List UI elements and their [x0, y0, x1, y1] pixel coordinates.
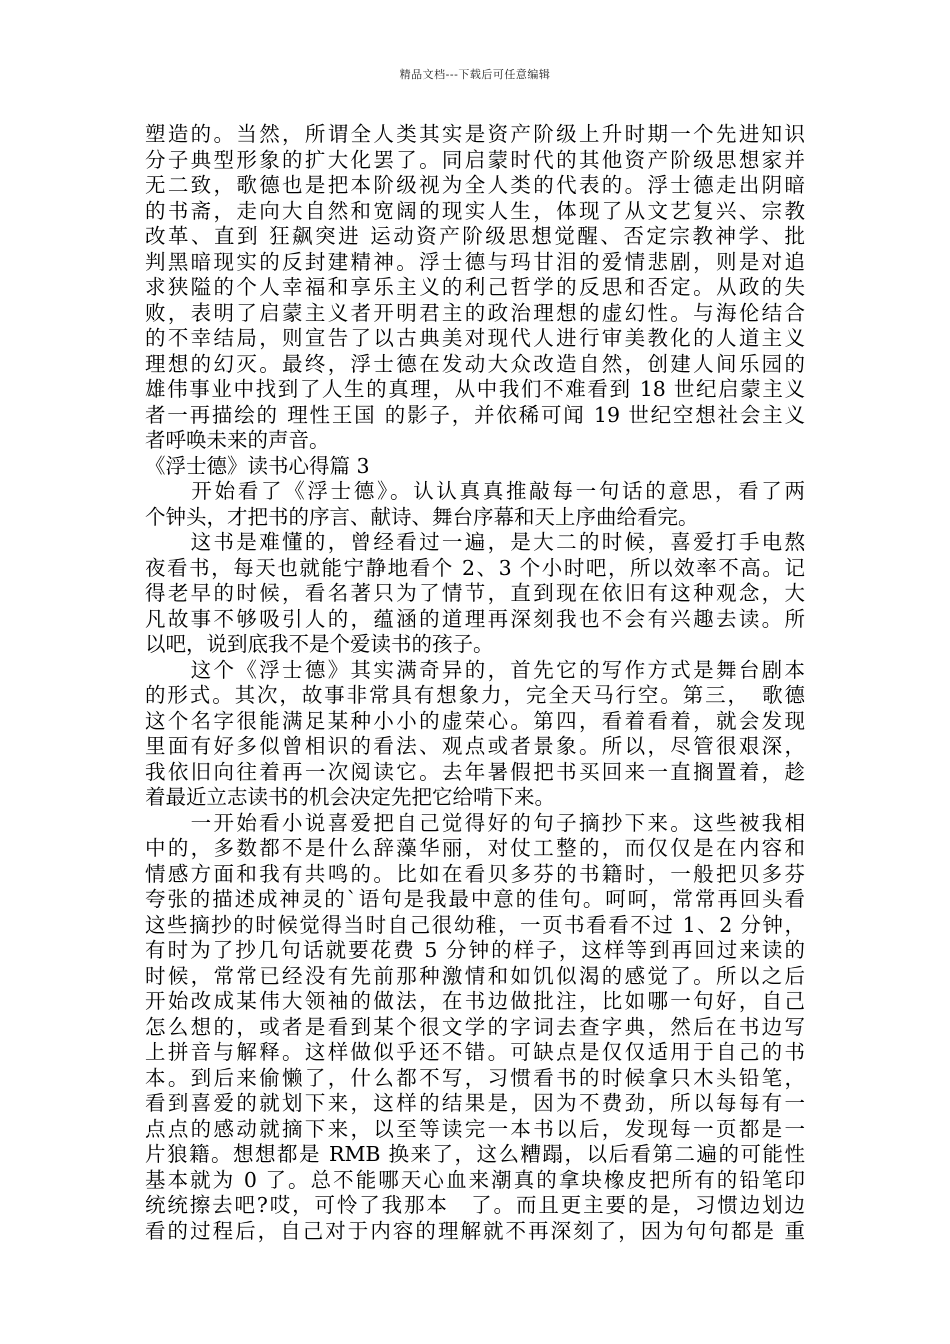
text-line: 判黑暗现实的反封建精神。浮士德与玛甘泪的爱情悲剧，则是对追	[145, 249, 805, 274]
text-line: 这些摘抄的时候觉得当时自己很幼稚，一页书看看不过 1、2 分钟，	[145, 912, 805, 937]
text-line: 雄伟事业中找到了人生的真理，从中我们不难看到 18 世纪启蒙主义	[145, 377, 805, 401]
text-line: 败，表明了启蒙主义者开明君主的政治理想的虚幻性。与海伦结合	[145, 300, 805, 325]
text-line: 夸张的描述成神灵的`语句是我最中意的佳句。呵呵，常常再回头看	[145, 887, 805, 911]
text-line: 我依旧向往着再一次阅读它。去年暑假把书买回来一直搁置着，趁	[145, 759, 805, 784]
text-line: 无二致，歌德也是把本阶级视为全人类的代表的。浮士德走出阴暗	[145, 173, 805, 197]
text-line: 改革、直到 狂飙突进 运动资产阶级思想觉醒、否定宗教神学、批	[145, 224, 805, 248]
text-line: 者一再描绘的 理性王国 的影子，并依稀可闻 19 世纪空想社会主义	[145, 402, 805, 427]
text-line: 点点的感动就摘下来，以至等读完一本书以后，发现每一页都是一	[145, 1116, 805, 1141]
text-line: 统统擦去吧?哎，可怜了我那本 了。而且更主要的是，习惯边划边	[145, 1193, 805, 1217]
text-line: 基本就为 0 了。总不能哪天心血来潮真的拿块橡皮把所有的铅笔印	[145, 1167, 805, 1192]
text-line: 怎么想的，或者是看到某个很文学的字词去查字典，然后在书边写	[145, 1014, 805, 1039]
text-line: 开始改成某伟大领袖的做法，在书边做批注，比如哪一句好，自己	[145, 989, 805, 1013]
text-line: 着最近立志读书的机会决定先把它给啃下来。	[145, 785, 555, 809]
text-line: 求狭隘的个人幸福和享乐主义的利己哲学的反思和否定。从政的失	[145, 275, 805, 299]
text-line: 本。到后来偷懒了，什么都不写，习惯看书的时候拿只木头铅笔，	[145, 1065, 805, 1090]
text-line: 的形式。其次，故事非常具有想象力，完全天马行空。第三， 歌德	[145, 683, 805, 707]
text-line: 者呼唤未来的声音。	[145, 428, 330, 452]
text-line: 有时为了抄几句话就要花费 5 分钟的样子，这样等到再回过来读的	[145, 938, 805, 962]
page-header: 精品文档---下载后可任意编辑	[399, 68, 551, 81]
text-line: 看到喜爱的就划下来，这样的结果是，因为不费劲，所以每每有一	[145, 1091, 805, 1115]
text-line: 个钟头，才把书的序言、献诗、舞台序幕和天上序曲给看完。	[145, 504, 699, 529]
text-line: 夜看书，每天也就能宁静地看个 2、3 个小时吧，所以效率不高。记	[145, 555, 805, 580]
section-heading: 《浮士德》读书心得篇 3	[145, 453, 370, 478]
text-line: 时候，常常已经没有先前那种激情和如饥似渴的感觉了。所以之后	[145, 963, 805, 988]
text-line: 开始看了《浮士德》。认认真真推敲每一句话的意思，看了两	[145, 479, 805, 503]
text-line: 的书斋，走向大自然和宽阔的现实人生，体现了从文艺复兴、宗教	[145, 198, 805, 223]
text-line: 里面有好多似曾相识的看法、观点或者景象。所以，尽管很艰深，	[145, 734, 805, 758]
text-line: 的不幸结局，则宣告了以古典美对现代人进行审美教化的人道主义	[145, 326, 805, 350]
text-line: 以吧，说到底我不是个爱读书的孩子。	[145, 632, 494, 656]
text-line: 塑造的。当然，所谓全人类其实是资产阶级上升时期一个先进知识	[145, 122, 805, 146]
text-line: 这个名字很能满足某种小小的虚荣心。第四，看着看着，就会发现	[145, 708, 805, 733]
text-line: 这书是难懂的，曾经看过一遍，是大二的时候，喜爱打手电熬	[145, 530, 805, 554]
text-line: 情感方面和我有共鸣的。比如在看贝多芬的书籍时，一般把贝多芬	[145, 861, 805, 886]
text-line: 中的，多数都不是什么辞藻华丽，对仗工整的，而仅仅是在内容和	[145, 836, 805, 860]
text-line: 一开始看小说喜爱把自己觉得好的句子摘抄下来。这些被我相	[145, 810, 805, 835]
text-line: 上拼音与解释。这样做似乎还不错。可缺点是仅仅适用于自己的书	[145, 1040, 805, 1064]
text-line: 看的过程后，自己对于内容的理解就不再深刻了，因为句句都是 重	[145, 1218, 805, 1243]
text-line: 分子典型形象的扩大化罢了。同启蒙时代的其他资产阶级思想家并	[145, 147, 805, 172]
text-line: 片狼籍。想想都是 RMB 换来了，这么糟蹋，以后看第二遍的可能性	[145, 1142, 805, 1166]
document-body	[145, 122, 805, 1244]
text-line: 这个《浮士德》其实满奇异的，首先它的写作方式是舞台剧本	[145, 657, 805, 682]
text-line: 凡故事不够吸引人的，蕴涵的道理再深刻我也不会有兴趣去读。所	[145, 606, 805, 631]
text-line: 得老早的时候，看名著只为了情节，直到现在依旧有这种观念，大	[145, 581, 805, 605]
text-line: 理想的幻灭。最终，浮士德在发动大众改造自然，创建人间乐园的	[145, 351, 805, 376]
